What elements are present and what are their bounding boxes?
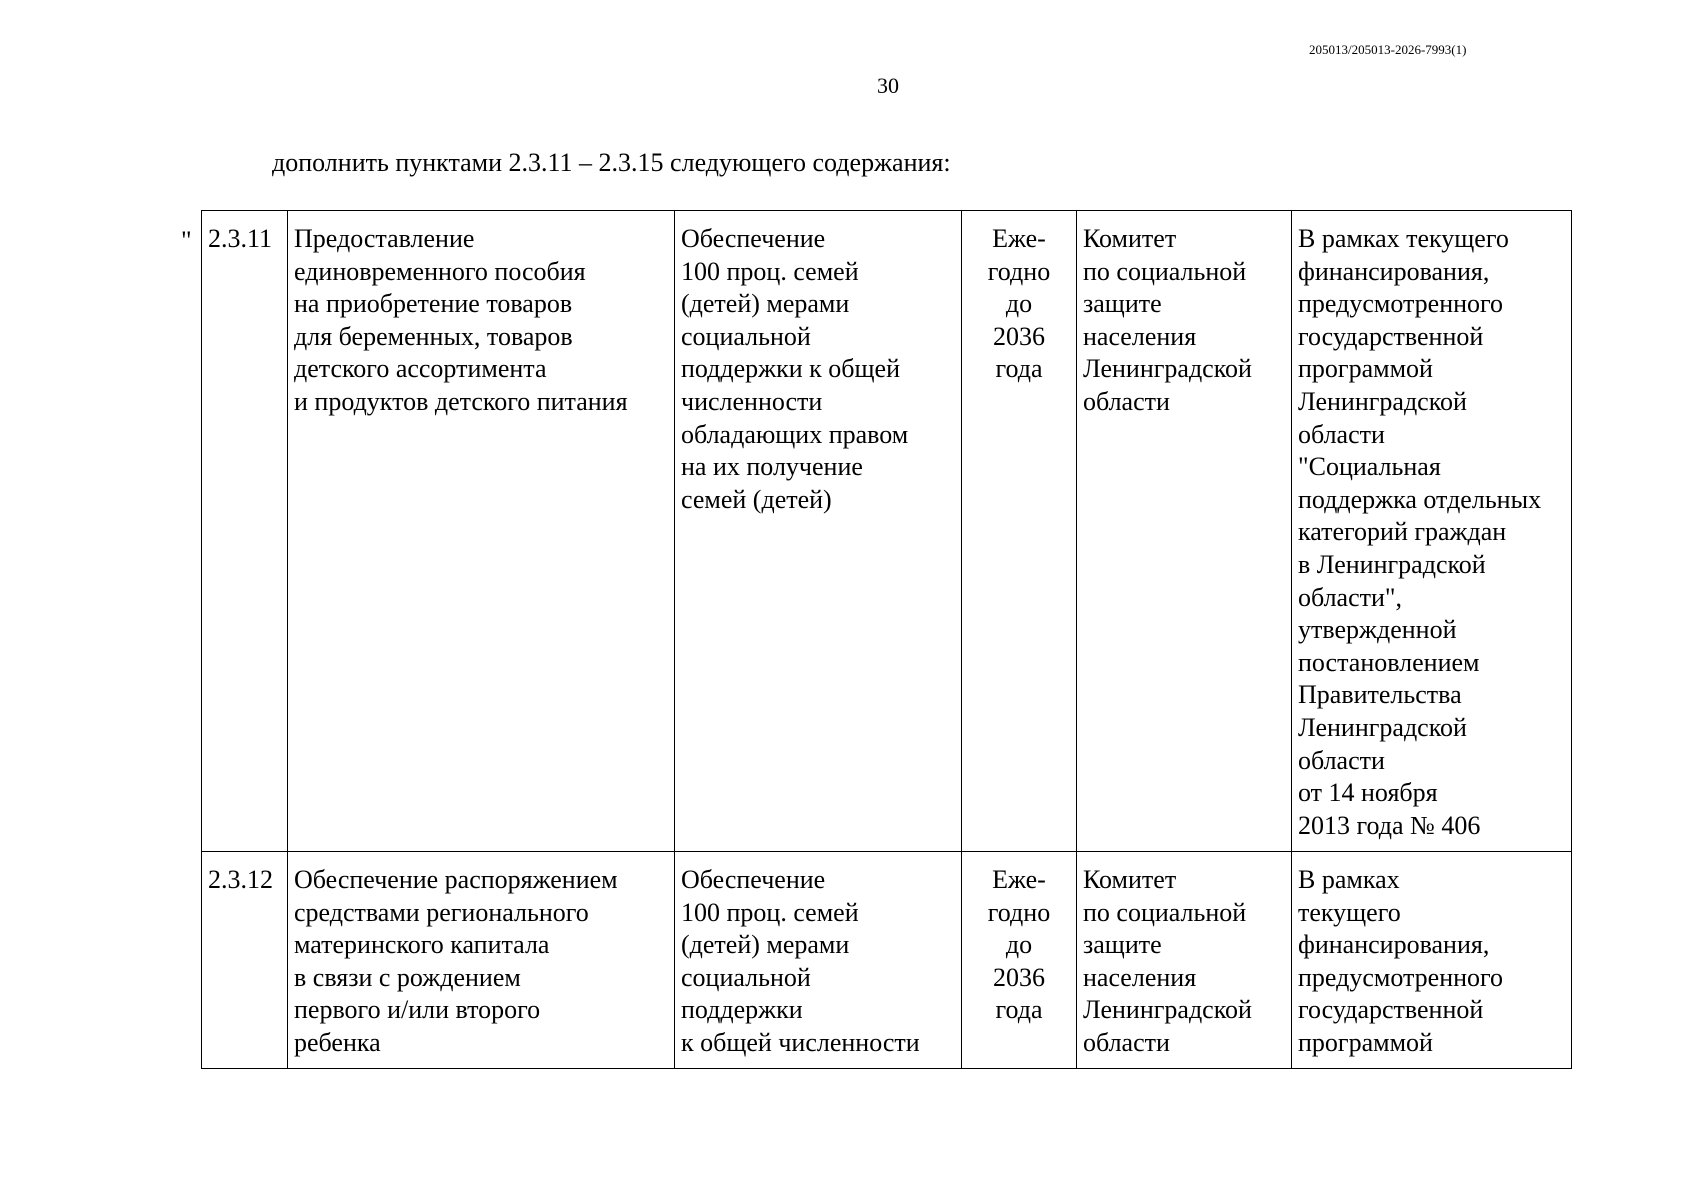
deadline: Еже- годно до 2036 года bbox=[962, 211, 1077, 852]
measures-table bbox=[201, 210, 1572, 1069]
document-id: 205013/205013-2026-7993(1) bbox=[1309, 42, 1467, 57]
target-indicator: Обеспечение 100 проц. семей (детей) мерами социальной поддержки к общей численности обладающих правом на их получение семей (детей) bbox=[675, 211, 962, 852]
item-number: 2.3.11 bbox=[202, 211, 288, 852]
page-number: 30 bbox=[877, 73, 899, 98]
item-number: 2.3.12 bbox=[202, 852, 288, 1069]
financing-source: В рамках текущего финансирования, предусмотренного государственной программой bbox=[1292, 852, 1572, 1069]
intro-text: дополнить пунктами 2.3.11 – 2.3.15 следующего содержания: bbox=[272, 148, 951, 177]
table-row bbox=[202, 852, 1572, 1069]
measure-name: Обеспечение распоряжением средствами регионального материнского капитала в связи с рождением первого и/или второго ребенка bbox=[288, 852, 675, 1069]
measure-name: Предоставление единовременного пособия на приобретение товаров для беременных, товаров детского ассортимента и продуктов детского питания bbox=[288, 211, 675, 852]
target-indicator: Обеспечение 100 проц. семей (детей) мерами социальной поддержки к общей численности bbox=[675, 852, 962, 1069]
deadline: Еже- годно до 2036 года bbox=[962, 852, 1077, 1069]
financing-source: В рамках текущего финансирования, предусмотренного государственной программой Ленинградской области "Социальная поддержка отдельных категорий граждан в Ленинградской области", утвержденной постановлением Правительства Ленинградской области от 14 ноября 2013 года № 406 bbox=[1292, 211, 1572, 852]
executor: Комитет по социальной защите населения Ленинградской области bbox=[1077, 852, 1292, 1069]
open-quote-mark: " bbox=[181, 226, 192, 255]
executor: Комитет по социальной защите населения Ленинградской области bbox=[1077, 211, 1292, 852]
table-row bbox=[202, 211, 1572, 852]
